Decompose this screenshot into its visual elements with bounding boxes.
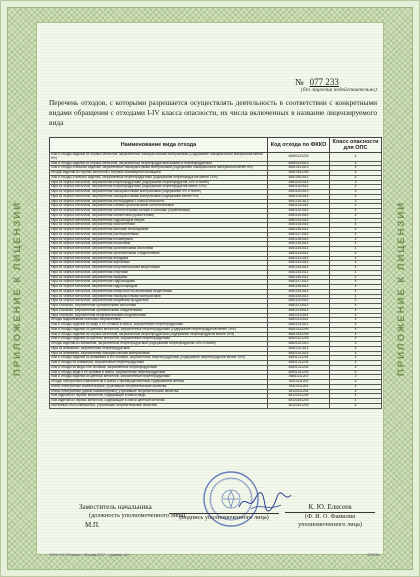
- waste-name-cell: платы электронные компьютерные, утратившие потребительские свойства: [50, 384, 268, 389]
- waste-name-cell: лом и отходы стальных изделий, загрязненные нефтепродуктами (содержание нефтепродуктов менее 15%): [50, 175, 268, 180]
- stamp-place-label: М.П.: [85, 521, 100, 529]
- hazard-class-cell: 4: [330, 356, 382, 361]
- hazard-class-cell: 3: [330, 342, 382, 347]
- waste-code-cell: 46811451514: [268, 270, 330, 275]
- waste-name-cell: тара из черных металлов, загрязненная пестицидами 3 класса опасности: [50, 199, 268, 204]
- number-prefix: №: [295, 77, 304, 87]
- waste-code-cell: 46831211204: [268, 361, 330, 366]
- hazard-class-cell: 4: [330, 161, 382, 166]
- waste-name-cell: тара из черных металлов, загрязненная полимерами: [50, 237, 268, 242]
- hazard-class-cell: 4: [330, 294, 382, 299]
- waste-name-cell: тара из черных металлов, загрязненная смолами эпоксидными: [50, 228, 268, 233]
- waste-name-cell: тара из черных металлов, загрязненная органическими кислотами: [50, 247, 268, 252]
- hazard-class-cell: 4: [330, 327, 382, 332]
- waste-name-cell: лом и отходы изделий из черных металлов, загрязненные нефтепродуктами (содержание нефтепродуктов менее 15%): [50, 332, 268, 337]
- waste-code-cell: 46810151204: [268, 171, 330, 176]
- hazard-class-cell: 4: [330, 247, 382, 252]
- waste-code-cell: 46800120204: [268, 153, 330, 162]
- waste-code-cell: 46811321514: [268, 209, 330, 214]
- hazard-class-cell: 4: [330, 399, 382, 404]
- signatory-name-caption: (Ф. И. О. Фамилия уполномоченного лица): [285, 512, 375, 528]
- waste-code-cell: 46810141514: [268, 166, 330, 171]
- waste-code-cell: 46811441514: [268, 266, 330, 271]
- waste-code-cell: 46820121205: [268, 337, 330, 342]
- hazard-class-cell: 4: [330, 346, 382, 351]
- hazard-class-cell: 4: [330, 313, 382, 318]
- waste-name-cell: тара из черных металлов, загрязненная пищевыми продуктами: [50, 299, 268, 304]
- waste-code-cell: 46811341514: [268, 218, 330, 223]
- hazard-class-cell: 4: [330, 389, 382, 394]
- waste-code-cell: 46812111514: [268, 313, 330, 318]
- waste-code-cell: 46811231514: [268, 323, 330, 328]
- hazard-class-cell: 4: [330, 394, 382, 399]
- hazard-class-cell: 4: [330, 361, 382, 366]
- form-serial: 020036: [367, 553, 379, 557]
- hazard-class-cell: 4: [330, 194, 382, 199]
- hazard-class-cell: 4: [330, 318, 382, 323]
- waste-code-cell: 46811331514: [268, 213, 330, 218]
- waste-name-cell: тара из черных металлов, загрязненная органическими соединениями: [50, 251, 268, 256]
- waste-code-cell: 46811213514: [268, 304, 330, 309]
- waste-code-cell: 46811311514: [268, 204, 330, 209]
- waste-name-cell: лом и отходы из меди и ее сплавов, загрязненные нефтепродуктами: [50, 365, 268, 370]
- hazard-class-cell: 4: [330, 204, 382, 209]
- waste-name-cell: отходы подшипников стальных загрязненные: [50, 318, 268, 323]
- table-body: [50, 153, 382, 409]
- waste-name-cell: лом и отходы изделий из черных металлов, загрязненные лакокрасочными материалами (содержание лакокрасочных материалов менее 5%): [50, 153, 268, 162]
- hazard-class-cell: 3: [330, 190, 382, 195]
- hazard-class-cell: 4: [330, 256, 382, 261]
- waste-code-cell: 46841111204: [268, 375, 330, 380]
- hazard-class-cell: 4: [330, 332, 382, 337]
- signatory-title: Заместитель начальника: [79, 503, 152, 511]
- hazard-class-cell: 4: [330, 261, 382, 266]
- printer-footer: [49, 553, 379, 557]
- hazard-class-cell: 4: [330, 228, 382, 233]
- hazard-class-cell: 4: [330, 237, 382, 242]
- waste-name-cell: тара из черных металлов, загрязненная неорганическими веществами: [50, 266, 268, 271]
- waste-name-cell: лом и отходы стальных изделий, загрязненные лакокрасочными материалами (содержание лакокрасочных материалов менее 5%): [50, 166, 268, 171]
- waste-code-cell: 46821101514: [268, 346, 330, 351]
- hazard-class-cell: 4: [330, 337, 382, 342]
- hazard-class-cell: 4: [330, 370, 382, 375]
- waste-name-cell: отходы изделий из алюминия, загрязненные нефтепродуктами (содержание нефтепродуктов 15% и более): [50, 342, 268, 347]
- hazard-class-cell: 4: [330, 289, 382, 294]
- header-hazard-class: Класс опасности для ОПС: [330, 138, 382, 153]
- waste-code-cell: 46811215514: [268, 308, 330, 313]
- hazard-class-cell: 3: [330, 180, 382, 185]
- number-note: (без лицензии недействительно): [301, 87, 377, 93]
- waste-name-cell: лом и отходы изделий из цветных металлов, загрязненные нефтепродуктами (содержание нефтепродуктов менее 15%): [50, 327, 268, 332]
- hazard-class-cell: 4: [330, 232, 382, 237]
- waste-name-cell: лом и отходы меди и ее сплавов в смеси, загрязненные нефтепродуктами: [50, 370, 268, 375]
- left-sidebar-text: [8, 8, 28, 569]
- hazard-class-cell: 4: [330, 380, 382, 385]
- waste-code-cell: 46811491514: [268, 289, 330, 294]
- hazard-class-cell: 4: [330, 275, 382, 280]
- waste-name-cell: тара из алюминия, загрязненная нефтепродуктами: [50, 346, 268, 351]
- hazard-class-cell: 4: [330, 403, 382, 408]
- waste-code-cell: 46811361514: [268, 228, 330, 233]
- table-row: [50, 403, 382, 408]
- waste-code-cell: 46811471514: [268, 280, 330, 285]
- waste-name-cell: лом и отходы изделий из цветных металлов, загрязненные нефтепродуктами: [50, 337, 268, 342]
- hazard-class-cell: 4: [330, 308, 382, 313]
- waste-code-cell: 48110111204: [268, 380, 330, 385]
- hazard-class-cell: 4: [330, 251, 382, 256]
- signatory-name: К. Ю. Елисеев: [308, 503, 352, 511]
- hazard-class-cell: 4: [330, 185, 382, 190]
- waste-code-cell: 46811501514: [268, 294, 330, 299]
- waste-code-cell: 48120151204: [268, 403, 330, 408]
- waste-name-cell: тара из черных металлов, загрязненная лакокрасочными материалами (содержание 5% и более): [50, 190, 268, 195]
- waste-name-cell: платы электронные (кроме компьютерных), утратившие потребительские свойства: [50, 389, 268, 394]
- waste-code-cell: 46811421514: [268, 256, 330, 261]
- hazard-class-cell: 4: [330, 266, 382, 271]
- hazard-class-cell: 4: [330, 153, 382, 162]
- hazard-class-cell: 4: [330, 285, 382, 290]
- hazard-class-cell: 4: [330, 223, 382, 228]
- hazard-class-cell: 3: [330, 199, 382, 204]
- waste-code-cell: 46810511514: [268, 175, 330, 180]
- right-signatory: [285, 503, 375, 528]
- hazard-class-cell: 4: [330, 166, 382, 171]
- waste-code-cell: 46811411514: [268, 251, 330, 256]
- hazard-class-cell: 4: [330, 218, 382, 223]
- waste-name-cell: лом и отходы изделий из алюминия и его сплавов, загрязненные нефтепродуктами (содержание нефтепродуктов менее 15%): [50, 356, 268, 361]
- document-number: [295, 77, 339, 87]
- hazard-class-cell: 3: [330, 375, 382, 380]
- signatory-title-caption: (должность уполномоченного лица): [89, 511, 186, 519]
- waste-code-cell: 46821101514: [268, 351, 330, 356]
- waste-name-cell: тара из черных металлов, загрязненная синтетическими клеями и смолами (герметиками): [50, 209, 268, 214]
- waste-code-cell: 48120251204: [268, 399, 330, 404]
- hazard-class-cell: 4: [330, 270, 382, 275]
- waste-name-cell: тара из черных металлов, загрязненная лакокрасочными материалами: [50, 294, 268, 299]
- waste-code-cell: 46811351514: [268, 223, 330, 228]
- waste-code-cell: 46811371514: [268, 232, 330, 237]
- waste-name-cell: тара стальная, загрязненная органическими кислотами: [50, 304, 268, 309]
- waste-name-cell: лом и отходы изделий из меди и ее сплавов в смеси, загрязненные нефтепродуктами: [50, 323, 268, 328]
- waste-name-cell: тара из черных металлов, загрязненная нефтепродуктами (содержание нефтепродуктов 15% и более): [50, 180, 268, 185]
- waste-code-cell: 46811202524: [268, 299, 330, 304]
- table-header-row: [50, 138, 382, 153]
- waste-name-cell: тара стальная, загрязненная неорганическими соединениями: [50, 313, 268, 318]
- table-row: [50, 153, 382, 162]
- hazard-class-cell: 4: [330, 304, 382, 309]
- intro-paragraph: Перечень отходов, с которыми разрешается осуществлять деятельность в соответствии с конкретными видами обращения с отходами I-IV класса опасности, их числа включенных в название лицензируемого вида: [49, 98, 377, 127]
- hazard-class-cell: 4: [330, 299, 382, 304]
- waste-code-cell: 46811301513: [268, 199, 330, 204]
- waste-code-cell: 48120111204: [268, 389, 330, 394]
- header-waste-code: Код отхода по ФККО: [268, 138, 330, 153]
- hazard-class-cell: 4: [330, 280, 382, 285]
- waste-name-cell: тара из черных металлов, загрязненная ацетатами: [50, 261, 268, 266]
- right-sidebar-text: [392, 8, 412, 569]
- waste-code-cell: 46812111514: [268, 318, 330, 323]
- signature-caption: (подпись уполномоченного лица): [169, 513, 279, 521]
- hazard-class-cell: 4: [330, 213, 382, 218]
- waste-code-cell: 46811381514: [268, 237, 330, 242]
- waste-code-cell: 46811481514: [268, 285, 330, 290]
- waste-code-cell: 46811461514: [268, 275, 330, 280]
- waste-code-cell: 46811391514: [268, 242, 330, 247]
- waste-code-cell: 46811431514: [268, 261, 330, 266]
- waste-name-cell: тара из черных металлов, загрязненная гидроксидом натрия: [50, 218, 268, 223]
- hazard-class-cell: 4: [330, 384, 382, 389]
- waste-name-cell: тара из черных металлов, загрязненная пигментами (красителями): [50, 213, 268, 218]
- waste-name-cell: тара из черных металлов, загрязненная гидрохлоридом: [50, 285, 268, 290]
- hazard-class-cell: 4: [330, 242, 382, 247]
- left-sidebar-label: ПРИЛОЖЕНИЕ К ЛИЦЕНЗИИ: [12, 200, 24, 377]
- waste-code-cell: 46811102514: [268, 185, 330, 190]
- waste-name-cell: тара из черных металлов, загрязненная алкидами: [50, 256, 268, 261]
- waste-name-cell: отходы изделий из черных металлов с битумно-полимерной изоляцией: [50, 171, 268, 176]
- waste-code-cell: 46800125514: [268, 161, 330, 166]
- waste-table: [49, 137, 382, 409]
- waste-code-cell: 46831321204: [268, 370, 330, 375]
- waste-code-cell: 46810312294: [268, 327, 330, 332]
- hazard-class-cell: 4: [330, 365, 382, 370]
- waste-name-cell: лом и отходы изделий из цветных металлов, загрязненные нефтепродуктами: [50, 375, 268, 380]
- hazard-class-cell: 4: [330, 323, 382, 328]
- header-waste-name: Наименование вида отхода: [50, 138, 268, 153]
- waste-code-cell: 46811202514: [268, 194, 330, 199]
- waste-name-cell: тара стальная, загрязненная органическими соединениями: [50, 308, 268, 313]
- waste-code-cell: 46811201513: [268, 190, 330, 195]
- waste-name-cell: тара из черных металлов, загрязненная нефтепродуктами (содержание нефтепродуктов менее 15%): [50, 185, 268, 190]
- number-value: 077 233: [309, 77, 339, 87]
- waste-code-cell: 46810312294: [268, 332, 330, 337]
- waste-name-cell: тара из черных металлов, загрязненная растворителями: [50, 232, 268, 237]
- hazard-class-cell: 4: [330, 209, 382, 214]
- waste-name-cell: тара из черных металлов, загрязненная эфирами: [50, 275, 268, 280]
- waste-code-cell: 46831211204: [268, 356, 330, 361]
- waste-code-cell: 48120211204: [268, 394, 330, 399]
- right-sidebar-label: ПРИЛОЖЕНИЕ К ЛИЦЕНЗИИ: [396, 200, 408, 377]
- waste-name-cell: тара из черных металлов, загрязненная лакокрасочными материалами (содержание менее 5%): [50, 194, 268, 199]
- waste-name-cell: тара из черных металлов, загрязненная поверхностно-активными веществами: [50, 289, 268, 294]
- waste-name-cell: тара из черных металлов, загрязненная спиртами: [50, 270, 268, 275]
- waste-code-cell: 46821101313: [268, 342, 330, 347]
- waste-name-cell: лом и отходы изделий из черных металлов, загрязненные нефтепродуктами взамен и нефтепродуктами: [50, 161, 268, 166]
- waste-name-cell: тара из черных металлов, загрязненная гидроксидами: [50, 280, 268, 285]
- waste-code-cell: 46811401514: [268, 247, 330, 252]
- waste-name-cell: тара из черных металлов, загрязненная клеями органическими синтетическими: [50, 204, 268, 209]
- waste-name-cell: лом изделий из черных металлов, содержащие в смеси медь: [50, 394, 268, 399]
- waste-name-cell: лом изделий из черных металлов, содержащие в смеси цветные металлы: [50, 399, 268, 404]
- printer-imprint: ООО «Ст-У.Гознак» г. Москва 2017 – уровень «А»: [49, 553, 130, 557]
- waste-name-cell: отходы электронных компонентов и смеси с преимущественным содержанием железа: [50, 380, 268, 385]
- waste-name-cell: тара из черных металлов, загрязненная полиолами: [50, 242, 268, 247]
- hazard-class-cell: 4: [330, 175, 382, 180]
- waste-code-cell: 46831311204: [268, 365, 330, 370]
- waste-name-cell: тара из алюминия, загрязненная лакокрасочными материалами: [50, 351, 268, 356]
- waste-name-cell: тара из черных металлов, загрязненная окислителями: [50, 223, 268, 228]
- waste-name-cell: лом и отходы из алюминия, загрязненные нефтепродуктами: [50, 361, 268, 366]
- hazard-class-cell: 4: [330, 351, 382, 356]
- waste-code-cell: 48110111204: [268, 384, 330, 389]
- waste-name-cell: системный блок компьютера, утративший потребительские свойства: [50, 403, 268, 408]
- hazard-class-cell: 4: [330, 171, 382, 176]
- waste-code-cell: 46811101513: [268, 180, 330, 185]
